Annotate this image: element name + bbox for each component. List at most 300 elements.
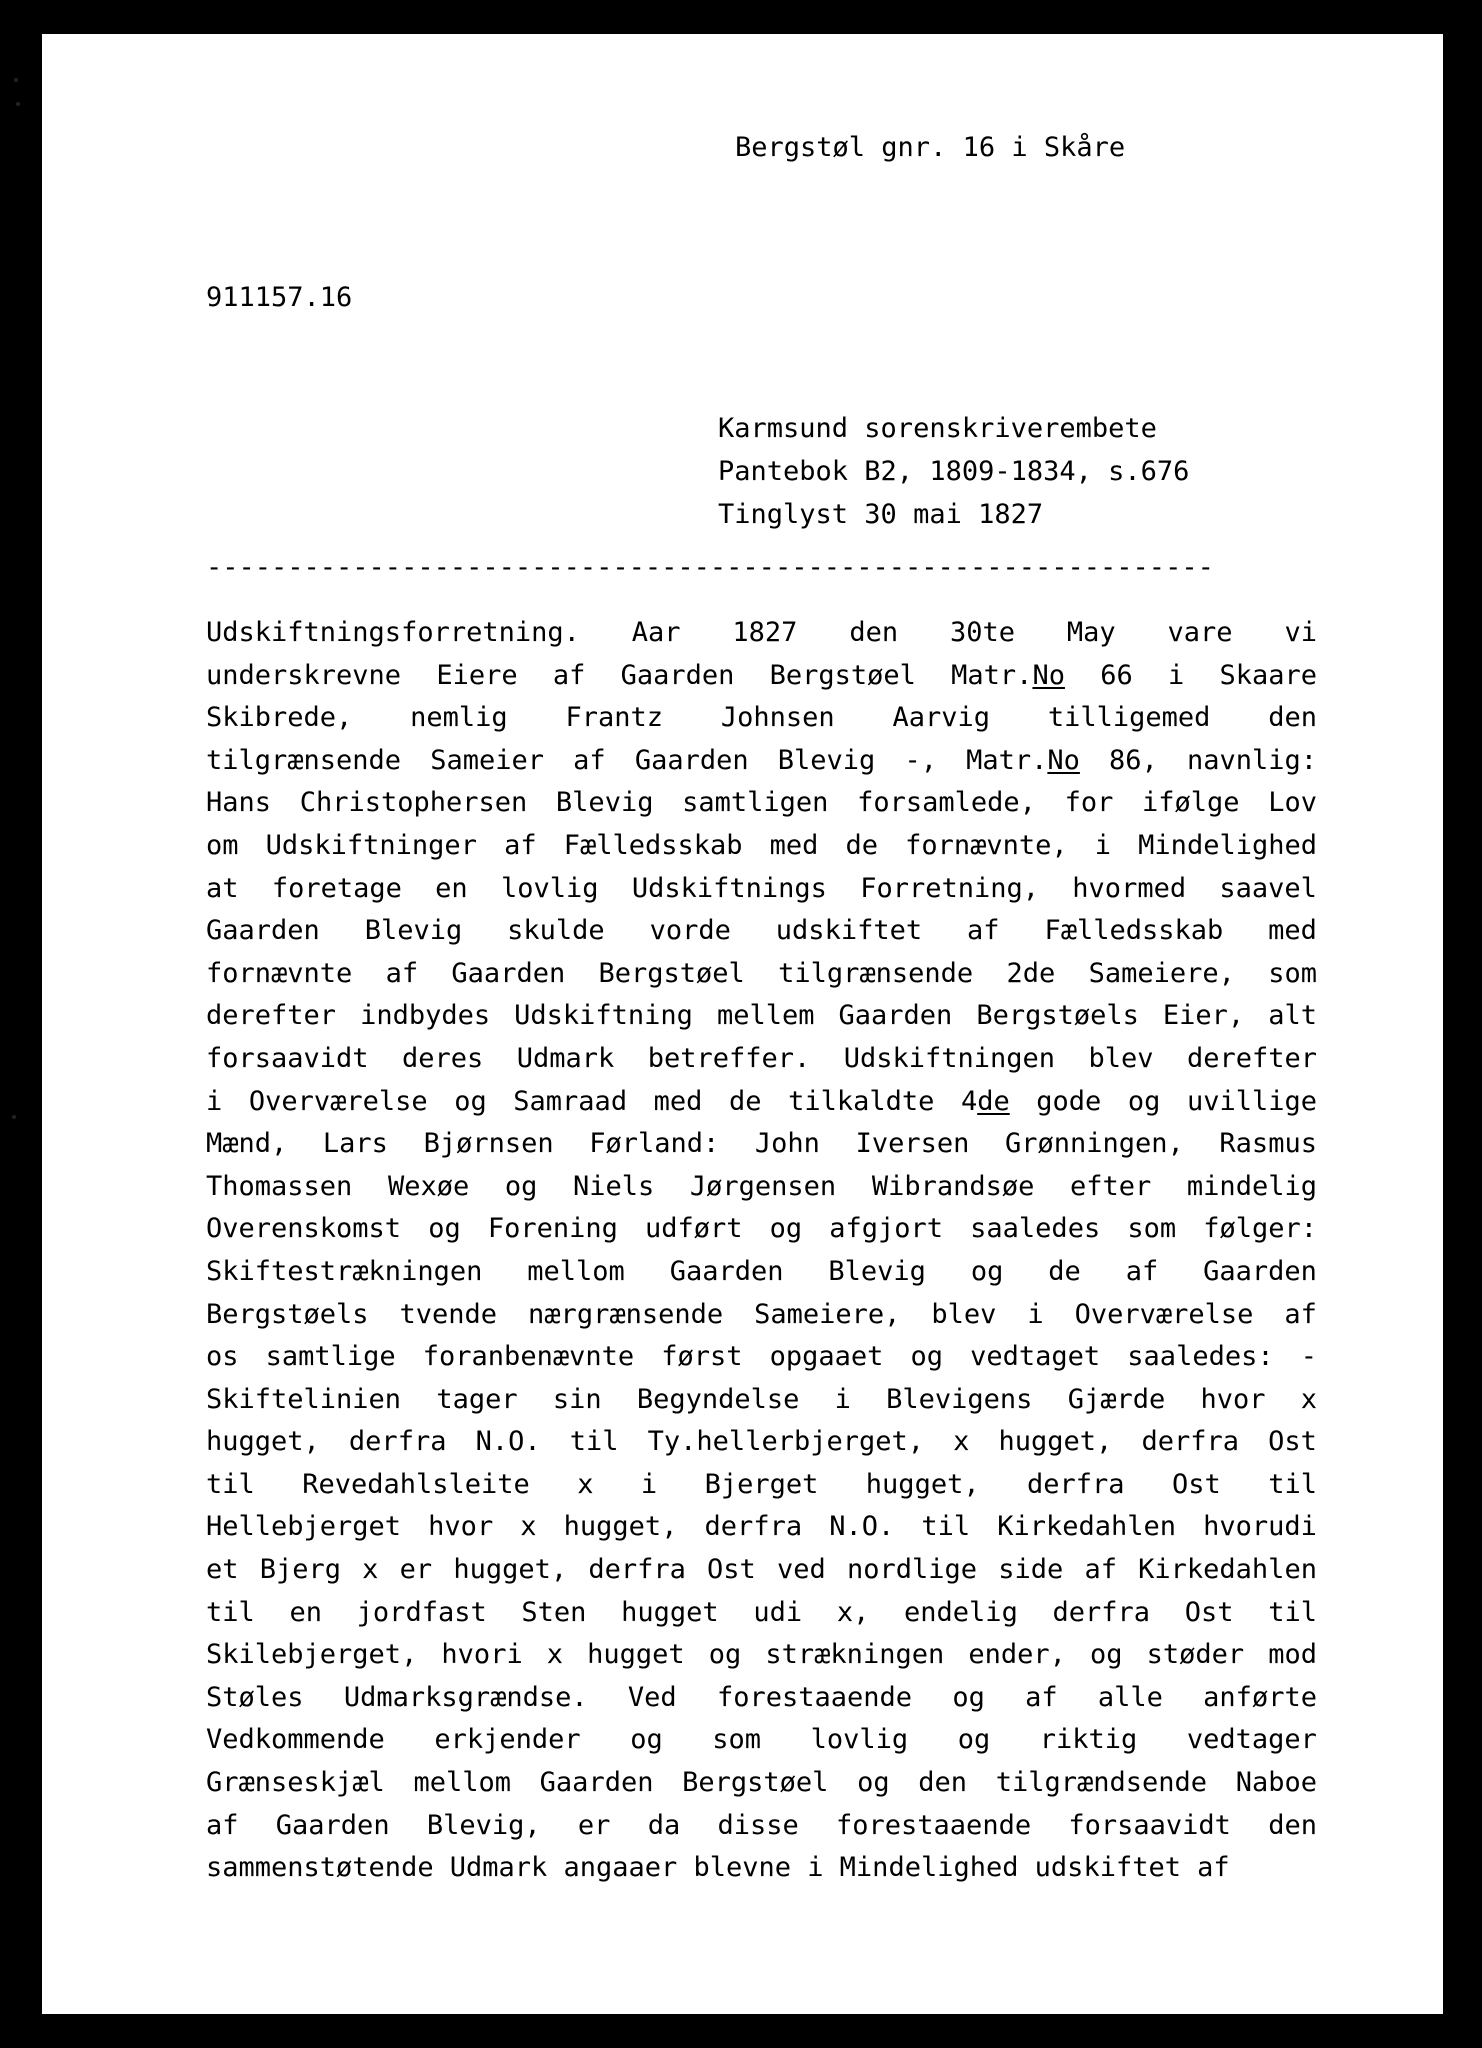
body-word: udskiftet <box>775 915 923 947</box>
body-word: - <box>1300 1341 1317 1373</box>
body-word: derfra <box>1027 1468 1125 1500</box>
body-word: en <box>435 872 468 904</box>
body-word: hugget, <box>998 1426 1113 1458</box>
body-word: Revedahlsleite <box>302 1468 530 1500</box>
body-word: udført <box>644 1213 743 1245</box>
body-word: saaledes <box>970 1213 1101 1245</box>
body-word: tager <box>436 1383 518 1415</box>
body-word: tilgrænsende <box>778 957 974 989</box>
body-word: Sten <box>521 1596 587 1628</box>
body-word: angaaer <box>563 1852 678 1884</box>
body-word: side <box>998 1554 1064 1586</box>
body-word: af <box>1125 1255 1159 1287</box>
body-word: Fælledsskab <box>563 829 743 861</box>
body-word: tilgrændsende <box>995 1767 1208 1799</box>
body-word: til <box>206 1596 255 1628</box>
source-office: Karmsund sorenskriverembete <box>718 413 1157 444</box>
body-word: i <box>1094 829 1112 861</box>
body-word: den <box>1268 1809 1317 1841</box>
body-word: erkjender <box>434 1724 581 1756</box>
body-word: x <box>362 1554 379 1586</box>
body-word: Grænseskjæl <box>206 1767 385 1799</box>
body-word: sammenstøtende <box>206 1852 434 1884</box>
body-word: Gaarden <box>1203 1255 1317 1287</box>
body-word: vi <box>1284 617 1317 648</box>
body-word: de <box>728 1085 762 1117</box>
body-word: som <box>1268 957 1317 989</box>
body-word: Ty.hellerbjerget, <box>647 1426 924 1458</box>
body-word: en <box>289 1596 322 1628</box>
body-word: Skiftestrækningen <box>206 1255 483 1287</box>
body-word: udskiftet <box>1034 1852 1181 1884</box>
body-word: 2de <box>1006 957 1056 989</box>
body-word: og <box>428 1213 461 1245</box>
body-word: af <box>504 829 537 861</box>
body-word: fornævnte <box>206 957 353 989</box>
body-line <box>206 1847 1317 1890</box>
body-word: strækningen <box>765 1639 945 1671</box>
body-word: Mindelighed <box>839 1852 1019 1884</box>
body-word: foretage <box>271 872 402 904</box>
body-word: Udmark <box>449 1852 548 1884</box>
body-word: støder <box>1146 1639 1245 1671</box>
body-word: Aar <box>631 617 681 648</box>
body-word: Overværelse <box>1074 1298 1254 1330</box>
body-word: til <box>206 1468 255 1500</box>
body-word: mod <box>1268 1639 1317 1671</box>
body-word: Førland: <box>589 1128 720 1160</box>
body-word: forestaaende <box>836 1809 1032 1841</box>
body-word: jordfast <box>356 1596 487 1628</box>
body-word: vedtager <box>1186 1724 1317 1756</box>
body-word: for <box>1064 787 1114 819</box>
body-word: Fælledsskab <box>1044 915 1224 947</box>
body-line <box>206 612 1317 655</box>
body-word: Naboe <box>1235 1767 1317 1799</box>
body-word: afgjort <box>829 1213 944 1245</box>
body-line <box>206 1677 1317 1720</box>
body-line <box>206 782 1317 825</box>
body-word: Iversen <box>855 1128 970 1160</box>
body-word: Lars <box>322 1128 388 1160</box>
body-word: Udmark <box>516 1042 615 1074</box>
body-word: Ost <box>1184 1596 1234 1628</box>
body-word: Blevig, <box>426 1809 541 1841</box>
body-word: Frantz <box>565 702 664 734</box>
body-word: Samraad <box>513 1085 628 1117</box>
body-word: og <box>630 1724 663 1756</box>
document-page <box>42 34 1443 2014</box>
separator-line: -------------------------------------------------------------- <box>206 552 1214 583</box>
body-word: vedtaget <box>970 1341 1101 1373</box>
document-id: 911157.16 <box>206 282 353 313</box>
body-word: at <box>206 872 239 904</box>
body-line <box>206 953 1317 996</box>
body-word: i <box>640 1468 658 1500</box>
body-line <box>206 1805 1317 1848</box>
body-word: følger: <box>1203 1213 1317 1245</box>
body-word: blev <box>931 1298 997 1330</box>
body-word: os <box>206 1341 239 1373</box>
body-line <box>206 995 1317 1038</box>
body-word: Grønningen, <box>1004 1128 1184 1160</box>
body-word: derfra <box>348 1426 447 1458</box>
body-word: og <box>952 1681 985 1713</box>
body-word: vare <box>1167 617 1233 648</box>
body-word: af <box>1025 1681 1058 1713</box>
body-word: N.O. <box>829 1511 895 1543</box>
body-word: hvorudi <box>1203 1511 1317 1543</box>
body-word: lovlig <box>500 872 599 904</box>
body-word: til <box>921 1511 971 1543</box>
body-word: foranbenævnte <box>422 1341 635 1373</box>
body-word: Bjerg <box>259 1554 341 1586</box>
body-word: nordlige <box>846 1554 978 1586</box>
body-word: og <box>708 1639 742 1671</box>
body-word: tilgrænsende <box>206 744 402 776</box>
body-word: Gaarden <box>539 1767 654 1799</box>
body-word: den <box>918 1767 968 1799</box>
body-word: Ved <box>627 1681 677 1713</box>
body-word: derfra <box>588 1554 686 1586</box>
body-word: fornævnte, <box>905 829 1068 861</box>
scan-speck <box>12 1115 16 1119</box>
body-word: saavel <box>1219 872 1317 904</box>
scan-speck <box>16 102 20 106</box>
body-word: Bjørnsen <box>423 1128 554 1160</box>
body-word: Bergstøels <box>976 1000 1139 1032</box>
body-word: Eier, <box>1162 1000 1245 1032</box>
body-word: af <box>1197 1852 1230 1884</box>
body-word: hugget <box>621 1596 719 1628</box>
body-word: og <box>769 1213 803 1245</box>
body-word: indbydes <box>360 1000 491 1032</box>
body-word: samtlige <box>265 1341 396 1373</box>
body-word: af <box>552 659 586 691</box>
body-word: til <box>1268 1596 1317 1628</box>
body-word: Bergstøel <box>769 659 916 691</box>
body-word: og <box>857 1767 890 1799</box>
body-word: x <box>520 1511 537 1543</box>
body-word: Aarvig <box>892 702 990 734</box>
body-word: hvor <box>1200 1383 1266 1415</box>
body-word: Gaarden <box>206 915 320 947</box>
body-word: -, <box>904 744 937 776</box>
body-word: er <box>577 1809 611 1841</box>
body-word: i <box>1027 1298 1044 1330</box>
body-word: N.O. <box>475 1426 541 1458</box>
body-word: af <box>1084 1554 1117 1586</box>
body-word: riktig <box>1039 1724 1138 1756</box>
body-word: lovlig <box>810 1724 909 1756</box>
body-line <box>206 1166 1317 1209</box>
body-line <box>206 1081 1317 1124</box>
body-word: Johnsen <box>720 702 835 734</box>
body-word: Udskiftning <box>514 1000 693 1032</box>
body-word: Udmarksgrændse. <box>343 1681 588 1713</box>
body-word: hvor <box>428 1511 494 1543</box>
body-word: Kirkedahlen <box>997 1511 1176 1543</box>
body-word: tilkaldte <box>788 1085 935 1117</box>
body-word: Forretning, <box>860 872 1039 904</box>
source-reference <box>718 407 1189 536</box>
body-word: 1827 <box>732 617 798 648</box>
body-word: af <box>206 1809 239 1841</box>
body-word: Mindelighed <box>1138 829 1317 861</box>
body-word: som <box>712 1724 762 1756</box>
body-word: Niels <box>572 1170 655 1202</box>
body-line <box>206 1208 1317 1251</box>
source-registration-date: Tinglyst 30 mai 1827 <box>718 499 1044 530</box>
body-word: Gaarden <box>620 659 735 691</box>
body-word: tvende <box>399 1298 498 1330</box>
body-word: hvori <box>441 1639 523 1671</box>
body-word: Skibrede, <box>206 702 353 734</box>
body-word: som <box>1127 1213 1177 1245</box>
body-word: med <box>769 829 819 861</box>
body-word: x <box>546 1639 564 1671</box>
body-word: Ost <box>707 1554 756 1586</box>
body-word: Rasmus <box>1219 1128 1317 1160</box>
body-word: mindelig <box>1186 1170 1317 1202</box>
body-line <box>206 1379 1317 1422</box>
body-word: Ost <box>1268 1426 1317 1458</box>
body-word: Overenskomst <box>206 1213 402 1245</box>
body-line <box>206 868 1317 911</box>
body-word: hvormed <box>1072 872 1187 904</box>
body-word: underskrevne <box>206 659 402 691</box>
body-word: Bergstøel <box>682 1767 829 1799</box>
body-word: Skiftelinien <box>206 1383 402 1415</box>
body-word: mellem <box>716 1000 815 1032</box>
body-line <box>206 655 1317 698</box>
body-line <box>206 1251 1317 1294</box>
body-word: Blevig <box>777 744 876 776</box>
body-word: Eiere <box>436 659 518 691</box>
body-word: uvillige <box>1186 1085 1317 1117</box>
body-word: Matr.No <box>966 744 1080 776</box>
body-word: alt <box>1268 1000 1317 1032</box>
document-title: Bergstøl gnr. 16 i Skåre <box>735 132 1126 163</box>
body-word: hugget, <box>865 1468 980 1500</box>
body-word: forsamlede, <box>857 787 1036 819</box>
body-line <box>206 825 1317 868</box>
body-word: derfra <box>1141 1426 1239 1458</box>
body-word: Bergstøels <box>206 1298 369 1330</box>
body-line <box>206 1294 1317 1337</box>
body-word: i <box>206 1085 223 1117</box>
scan-speck <box>14 78 18 82</box>
body-word: Gaarden <box>634 744 749 776</box>
body-word: Sameiere, <box>1088 957 1235 989</box>
body-word: skulde <box>507 915 605 947</box>
body-word: endelig <box>904 1596 1018 1628</box>
body-word: Kirkedahlen <box>1138 1554 1317 1586</box>
body-word: den <box>849 617 899 648</box>
body-word: Ost <box>1171 1468 1221 1500</box>
body-word: John <box>754 1128 820 1160</box>
body-line <box>206 740 1317 783</box>
body-word: betreffer. <box>647 1042 811 1074</box>
body-word: Vedkommende <box>206 1724 385 1756</box>
body-word: Gaarden <box>451 957 566 989</box>
body-word: de <box>1048 1255 1081 1287</box>
body-word: anførte <box>1203 1681 1317 1713</box>
body-word: blev <box>1088 1042 1154 1074</box>
body-word: Matr.No <box>951 659 1065 691</box>
body-word: forsaavidt <box>1068 1809 1231 1841</box>
body-word: nemlig <box>410 702 508 734</box>
body-word: hugget, <box>563 1511 678 1543</box>
body-word: 66 <box>1100 659 1133 691</box>
body-word: 30te <box>949 617 1015 648</box>
body-word: Sameier <box>430 744 545 776</box>
body-word: Forening <box>487 1213 618 1245</box>
body-line <box>206 1549 1317 1592</box>
body-word: tilligemed <box>1047 702 1211 734</box>
body-word: alle <box>1097 1681 1163 1713</box>
body-word: og <box>957 1724 991 1756</box>
body-word: og <box>910 1341 944 1373</box>
body-line <box>206 697 1317 740</box>
body-word: derfra <box>1052 1596 1151 1628</box>
body-word: opgaaet <box>769 1341 884 1373</box>
body-word: sin <box>552 1383 602 1415</box>
body-word: og <box>970 1255 1004 1287</box>
body-word: Thomassen <box>206 1170 353 1202</box>
body-word: mellom <box>527 1255 625 1287</box>
body-word: Støles <box>206 1681 304 1713</box>
body-word: x <box>577 1468 594 1500</box>
body-word: og <box>1089 1639 1123 1671</box>
body-word: ifølge <box>1142 787 1240 819</box>
body-word: i <box>1167 659 1185 691</box>
body-line <box>206 1506 1317 1549</box>
body-word: forestaaende <box>716 1681 913 1713</box>
body-word: deres <box>402 1042 484 1074</box>
body-word: med <box>653 1085 703 1117</box>
body-word: x <box>953 1426 970 1458</box>
body-line <box>206 1634 1317 1677</box>
body-word: blevne <box>693 1852 792 1884</box>
body-word: 4de <box>960 1085 1010 1117</box>
body-word: Udskiftningsforretning. <box>206 617 580 648</box>
body-word: Blevigens <box>886 1383 1033 1415</box>
body-word: om <box>206 829 239 861</box>
body-word: udi <box>753 1596 803 1628</box>
body-word: Skaare <box>1219 659 1317 691</box>
body-word: et <box>206 1554 239 1586</box>
body-word: mellom <box>413 1767 512 1799</box>
body-word: Gaarden <box>669 1255 784 1287</box>
body-line <box>206 1336 1317 1379</box>
body-word: hugget <box>587 1639 685 1671</box>
body-word: Bjerget <box>704 1468 819 1500</box>
body-word: hugget, <box>206 1426 320 1458</box>
body-word: Gaarden <box>838 1000 953 1032</box>
body-word: Wexøe <box>387 1170 470 1202</box>
body-word: derefter <box>1186 1042 1317 1074</box>
body-word: forsaavidt <box>206 1042 369 1074</box>
body-line <box>206 910 1317 953</box>
body-word: Hans <box>206 787 272 819</box>
body-word: Jørgensen <box>689 1170 837 1202</box>
body-word: vorde <box>649 915 731 947</box>
body-word: May <box>1066 617 1116 648</box>
body-text <box>206 612 1317 1890</box>
body-word: Wibrandsøe <box>871 1170 1035 1202</box>
body-word: Hellebjerget <box>206 1511 402 1543</box>
body-word: derefter <box>206 1000 337 1032</box>
body-word: Blevig <box>364 915 463 947</box>
body-word: ender, <box>968 1639 1066 1671</box>
body-word: af <box>967 915 1000 947</box>
body-word: Sameiere, <box>754 1298 901 1330</box>
body-word: Lov <box>1268 787 1317 819</box>
body-word: Gjærde <box>1067 1383 1166 1415</box>
body-word: 86, <box>1109 744 1158 776</box>
body-word: Christophersen <box>299 787 528 819</box>
body-line <box>206 1123 1317 1166</box>
body-word: i <box>807 1852 824 1884</box>
body-word: af <box>385 957 419 989</box>
body-word: Overværelse <box>248 1085 428 1117</box>
body-word: Udskiftnings <box>631 872 827 904</box>
body-word: Blevig <box>828 1255 926 1287</box>
body-word: samtligen <box>682 787 829 819</box>
body-word: til <box>569 1426 619 1458</box>
source-volume: Pantebok B2, 1809-1834, s.676 <box>718 456 1190 487</box>
body-word: og <box>504 1170 538 1202</box>
body-word: de <box>845 829 879 861</box>
body-word: gode <box>1036 1085 1102 1117</box>
body-word: af <box>1284 1298 1317 1330</box>
body-word: x, <box>836 1596 870 1628</box>
body-word: og <box>1127 1085 1161 1117</box>
body-word: i <box>834 1383 851 1415</box>
body-word: efter <box>1070 1170 1152 1202</box>
body-word: da <box>647 1809 681 1841</box>
body-word: af <box>573 744 606 776</box>
body-word: Mænd, <box>206 1128 288 1160</box>
body-word: nærgrænsende <box>528 1298 724 1330</box>
body-word: derfra <box>704 1511 803 1543</box>
body-line <box>206 1038 1317 1081</box>
body-word: først <box>661 1341 743 1373</box>
body-word: Bergstøel <box>598 957 745 989</box>
body-word: Udskiftninger <box>265 829 477 861</box>
body-word: hugget, <box>453 1554 568 1586</box>
body-word: til <box>1268 1468 1317 1500</box>
body-line <box>206 1464 1317 1507</box>
body-word: saaledes: <box>1127 1341 1274 1373</box>
body-word: og <box>454 1085 487 1117</box>
body-word: er <box>399 1554 433 1586</box>
body-line <box>206 1592 1317 1635</box>
body-word: ved <box>777 1554 826 1586</box>
body-word: Gaarden <box>275 1809 390 1841</box>
body-word: Begyndelse <box>636 1383 800 1415</box>
body-line <box>206 1421 1317 1464</box>
body-word: disse <box>717 1809 799 1841</box>
body-word: navnlig: <box>1186 744 1317 776</box>
body-line <box>206 1719 1317 1762</box>
body-word: den <box>1268 702 1317 734</box>
body-line <box>206 1762 1317 1805</box>
body-word: med <box>1268 915 1317 947</box>
body-word: x <box>1300 1383 1317 1415</box>
body-word: Udskiftningen <box>843 1042 1056 1074</box>
